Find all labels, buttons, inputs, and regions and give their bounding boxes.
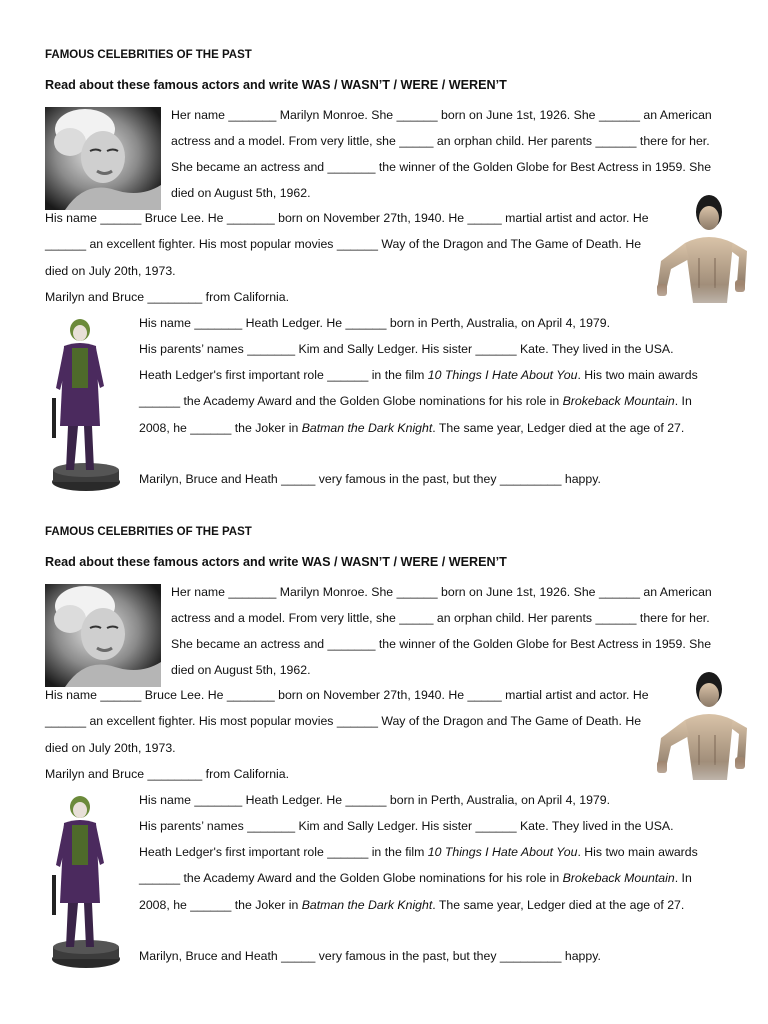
marilyn-line-1: Her name _______ Marilyn Monroe. She ______ born on June 1st, 1926. She ______ an American [171, 108, 712, 122]
bruce-lee-photo [655, 188, 747, 326]
bruce-line-1: His name ______ Bruce Lee. He _______ born on November 27th, 1940. He _____ martial artist and actor. He [45, 688, 649, 702]
bruce-line-1: His name ______ Bruce Lee. He _______ born on November 27th, 1940. He _____ martial artist and actor. He [45, 211, 649, 225]
marilyn-monroe-photo [45, 584, 161, 687]
worksheet-copy [0, 477, 768, 963]
heath-line-1: His name _______ Heath Ledger. He ______ born in Perth, Australia, on April 4, 1979. [139, 793, 611, 807]
bruce-line-2: ______ an excellent fighter. His most popular movies ______ Way of the Dragon and The Game of Death. He [45, 237, 642, 251]
final-line: Marilyn, Bruce and Heath _____ very famous in the past, but they _________ happy. [139, 949, 601, 963]
heath-line-4: ______ the Academy Award and the Golden Globe nominations for his role in Brokeback Mountain. In [139, 394, 692, 408]
heath-line-5: 2008, he ______ the Joker in Batman the Dark Knight. The same year, Ledger died at the age of 27. [139, 898, 685, 912]
final-line: Marilyn, Bruce and Heath _____ very famous in the past, but they _________ happy. [139, 472, 601, 486]
heath-line-2: His parents’ names _______ Kim and Sally Ledger. His sister ______ Kate. They lived in the USA. [139, 342, 674, 356]
heath-line-3: Heath Ledger's first important role ______ in the film 10 Things I Hate About You. His two main awards [139, 368, 698, 382]
instructions: Read about these famous actors and write WAS / WASN’T / WERE / WEREN’T [45, 555, 507, 569]
marilyn-line-4: died on August 5th, 1962. [171, 663, 311, 677]
heath-line-2: His parents’ names _______ Kim and Sally Ledger. His sister ______ Kate. They lived in the USA. [139, 819, 674, 833]
marilyn-line-2: actress and a model. From very little, she _____ an orphan child. Her parents ______ there for her. [171, 611, 710, 625]
film-title: 10 Things I Hate About You [427, 845, 578, 859]
both-line: Marilyn and Bruce ________ from California. [45, 767, 290, 781]
heath-line-3: Heath Ledger's first important role ______ in the film 10 Things I Hate About You. His two main awards [139, 845, 698, 859]
bruce-line-2: ______ an excellent fighter. His most popular movies ______ Way of the Dragon and The Game of Death. He [45, 714, 642, 728]
worksheet-copy [0, 0, 768, 486]
heath-line-5: 2008, he ______ the Joker in Batman the Dark Knight. The same year, Ledger died at the age of 27. [139, 421, 685, 435]
heath-line-4: ______ the Academy Award and the Golden Globe nominations for his role in Brokeback Mountain. In [139, 871, 692, 885]
marilyn-line-4: died on August 5th, 1962. [171, 186, 311, 200]
film-title: 10 Things I Hate About You [427, 368, 578, 382]
bruce-lee-photo [655, 665, 747, 803]
film-title: Batman the Dark Knight [301, 898, 433, 912]
film-title: Brokeback Mountain [562, 871, 675, 885]
bruce-line-3: died on July 20th, 1973. [45, 264, 176, 278]
both-line: Marilyn and Bruce ________ from California. [45, 290, 290, 304]
joker-figure-photo [50, 318, 122, 494]
bruce-line-3: died on July 20th, 1973. [45, 741, 176, 755]
heath-line-1: His name _______ Heath Ledger. He ______ born in Perth, Australia, on April 4, 1979. [139, 316, 611, 330]
marilyn-line-2: actress and a model. From very little, she _____ an orphan child. Her parents ______ there for her. [171, 134, 710, 148]
marilyn-line-3: She became an actress and _______ the winner of the Golden Globe for Best Actress in 1959. She [171, 637, 712, 651]
marilyn-monroe-photo [45, 107, 161, 210]
film-title: Brokeback Mountain [562, 394, 675, 408]
joker-figure-photo [50, 795, 122, 971]
marilyn-line-1: Her name _______ Marilyn Monroe. She ______ born on June 1st, 1926. She ______ an American [171, 585, 712, 599]
marilyn-line-3: She became an actress and _______ the winner of the Golden Globe for Best Actress in 1959. She [171, 160, 712, 174]
worksheet-title: FAMOUS CELEBRITIES OF THE PAST [45, 526, 252, 538]
instructions: Read about these famous actors and write WAS / WASN’T / WERE / WEREN’T [45, 78, 507, 92]
film-title: Batman the Dark Knight [301, 421, 433, 435]
worksheet-title: FAMOUS CELEBRITIES OF THE PAST [45, 49, 252, 61]
